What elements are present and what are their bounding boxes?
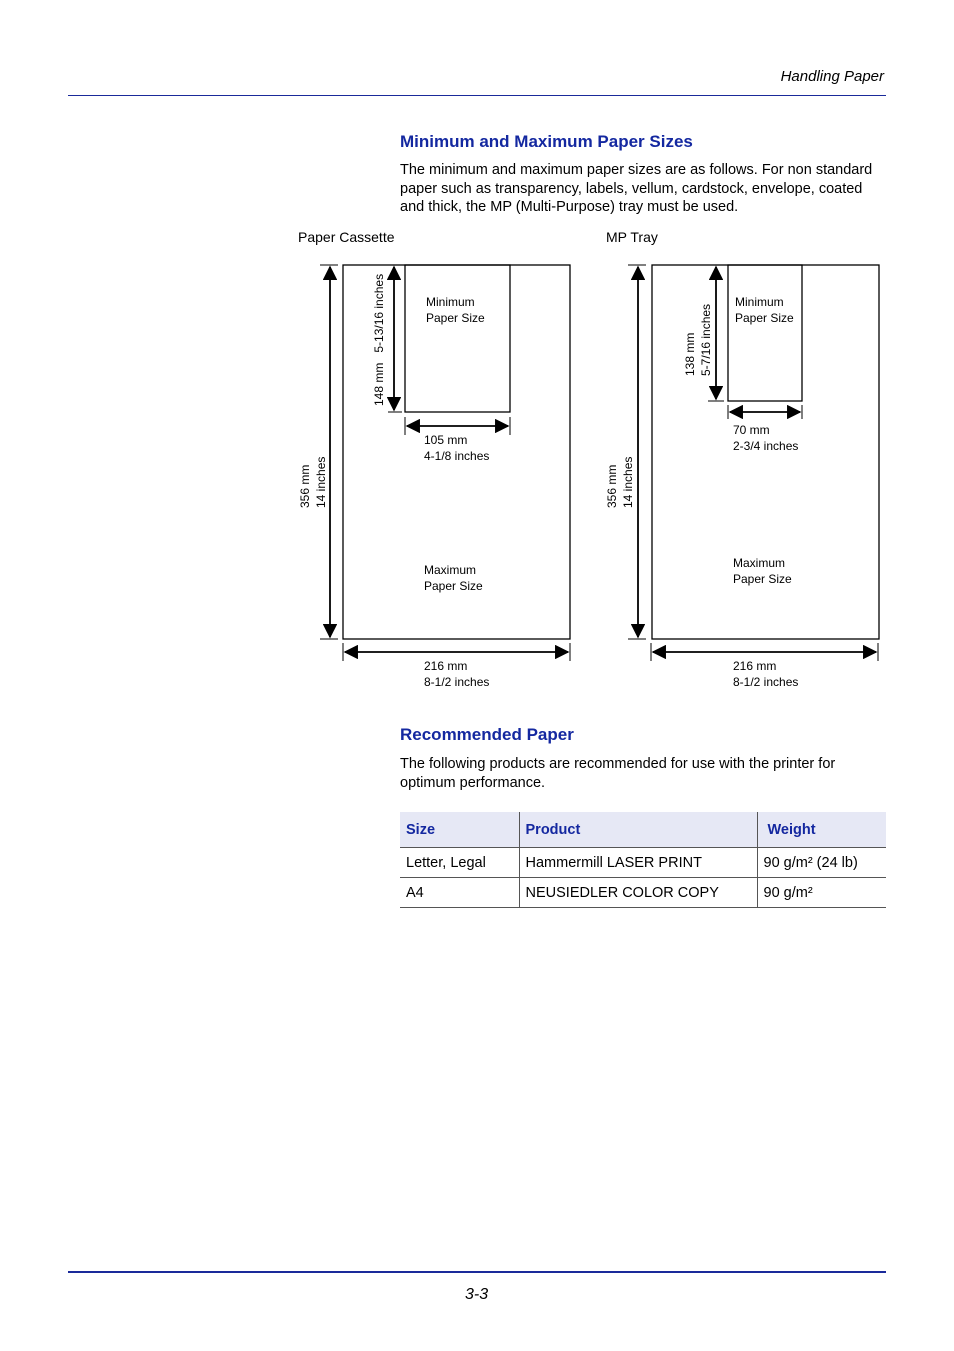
section-body-recommended-paper: The following products are recommended for use with the printer for optimum performance. xyxy=(400,756,836,791)
diagram-title-mp-tray: MP Tray xyxy=(606,229,658,245)
cassette-min-width-label: 105 mm 4-1/8 inches xyxy=(424,433,490,463)
diagram-title-cassette: Paper Cassette xyxy=(298,229,395,245)
cassette-max-height-label: 356 mm 14 inches xyxy=(298,456,328,508)
section-title-recommended-paper: Recommended Paper xyxy=(400,725,574,744)
section-title-paper-sizes: Minimum and Maximum Paper Sizes xyxy=(400,132,693,151)
cassette-max-paper-label: Maximum Paper Size xyxy=(424,563,483,593)
cassette-min-paper-label: Minimum Paper Size xyxy=(426,295,485,325)
table-row xyxy=(400,848,886,878)
page-number: 3-3 xyxy=(465,1286,489,1303)
table-row xyxy=(400,878,886,908)
cell-size: A4 xyxy=(400,878,519,908)
cell-product: NEUSIEDLER COLOR COPY xyxy=(519,878,757,908)
column-header-product: Product xyxy=(519,812,757,848)
column-header-weight: Weight xyxy=(757,812,886,848)
footer-rule xyxy=(68,1271,886,1273)
cell-size: Letter, Legal xyxy=(400,848,519,878)
mp-max-paper-label: Maximum Paper Size xyxy=(733,556,792,586)
table-header-row xyxy=(400,812,886,848)
cell-weight: 90 g/m² (24 lb) xyxy=(757,848,886,878)
mp-min-width-label: 70 mm 2-3/4 inches xyxy=(733,423,799,453)
mp-min-height-label: 138 mm 5-7/16 inches xyxy=(683,303,713,376)
recommended-paper-table xyxy=(400,812,886,908)
cell-product: Hammermill LASER PRINT xyxy=(519,848,757,878)
mp-max-width-label: 216 mm 8-1/2 inches xyxy=(733,659,799,689)
cassette-min-height-label: 148 mm 5-13/16 inches xyxy=(372,273,386,406)
column-header-size: Size xyxy=(400,812,519,848)
min-paper-outline xyxy=(405,265,510,412)
mp-min-paper-label: Minimum Paper Size xyxy=(735,295,794,325)
cell-weight: 90 g/m² xyxy=(757,878,886,908)
section-body-paper-sizes: The minimum and maximum paper sizes are as follows. For non standard paper such as transparency, labels, vellum, cardstock, envelope, coated and thick, the MP (Multi-Purpose) tray must be used. xyxy=(400,162,873,215)
min-paper-outline xyxy=(728,265,802,401)
running-header: Handling Paper xyxy=(780,68,884,85)
mp-max-height-label: 356 mm 14 inches xyxy=(605,456,635,508)
cassette-max-width-label: 216 mm 8-1/2 inches xyxy=(424,659,490,689)
header-rule xyxy=(68,95,886,96)
